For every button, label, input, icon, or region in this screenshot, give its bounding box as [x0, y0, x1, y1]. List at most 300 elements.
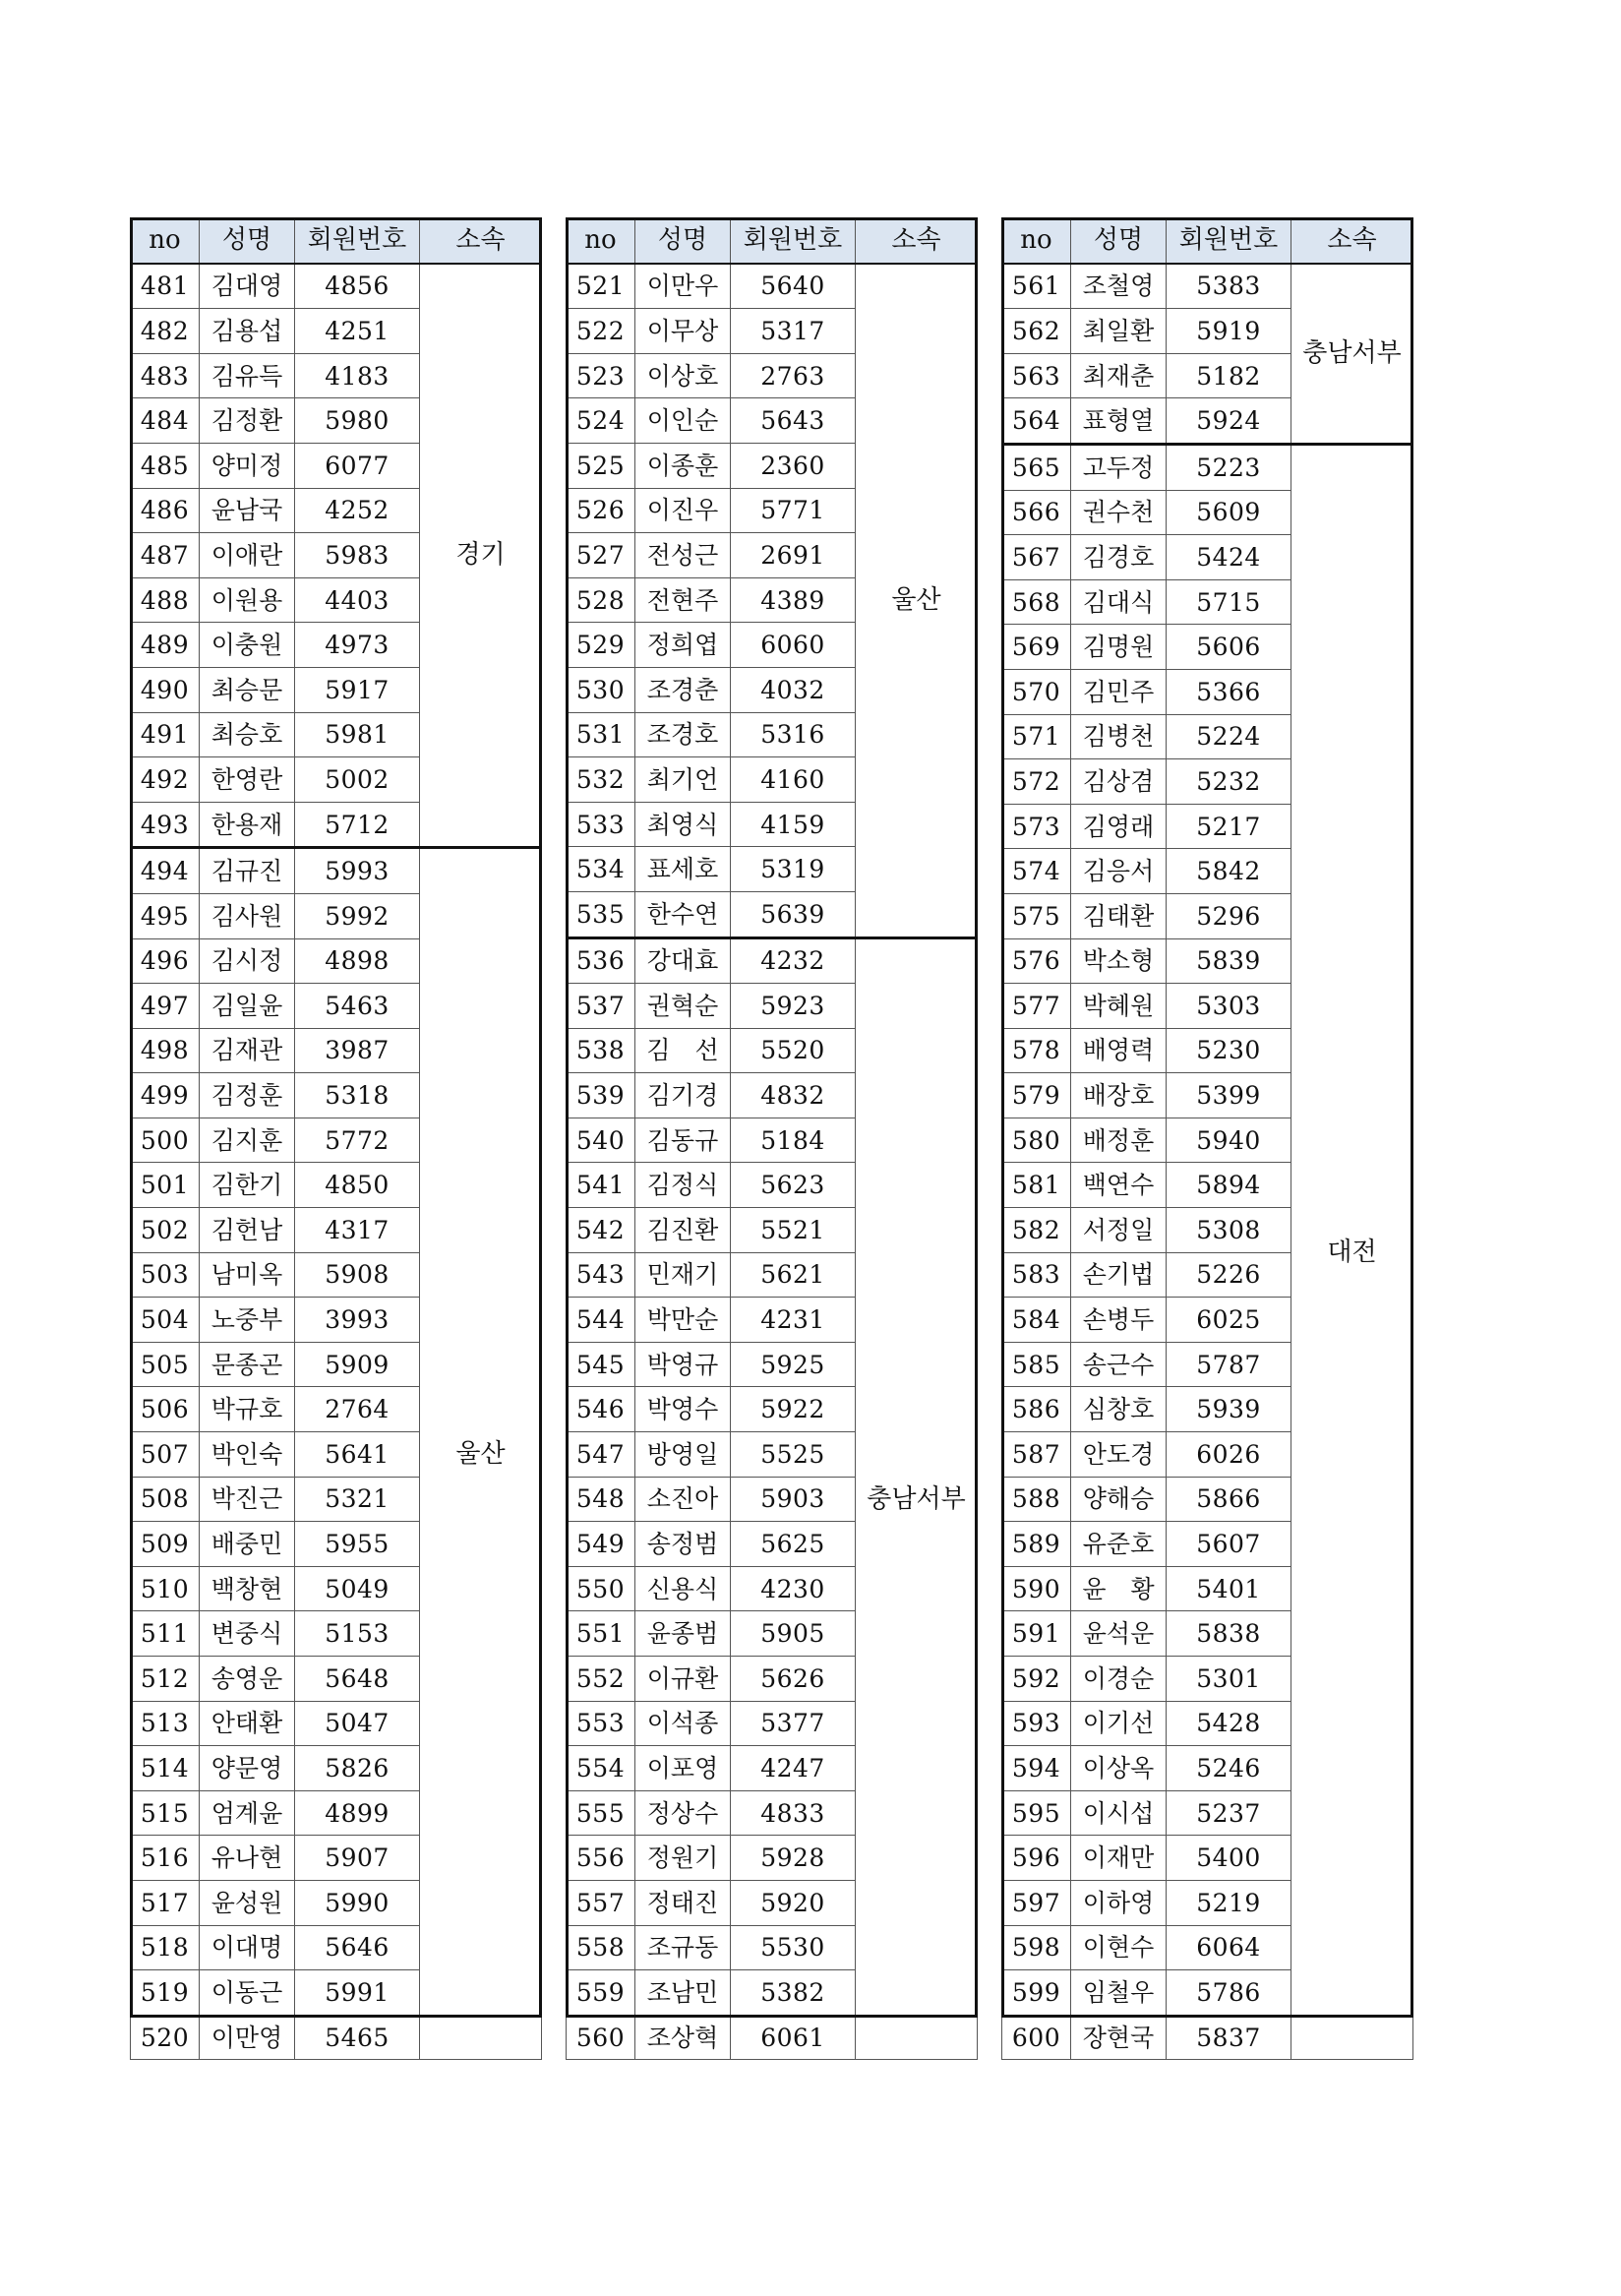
member-number: 4231	[731, 1298, 856, 1343]
row-no: 558	[567, 1925, 635, 1970]
row-no: 532	[567, 757, 635, 803]
member-name: 방영일	[635, 1432, 731, 1478]
row-no: 560	[567, 2015, 635, 2060]
member-number: 6060	[731, 623, 856, 668]
member-name: 고두정	[1071, 444, 1167, 490]
row-no: 481	[131, 264, 200, 309]
member-name: 손기법	[1071, 1252, 1167, 1298]
member-name: 전현주	[635, 577, 731, 623]
member-name: 정희엽	[635, 623, 731, 668]
row-no: 588	[1002, 1477, 1071, 1522]
row-no: 572	[1002, 759, 1071, 805]
row-no: 508	[131, 1477, 200, 1522]
member-number: 5382	[731, 1970, 856, 2016]
member-number: 5609	[1167, 490, 1291, 535]
member-name: 변중식	[200, 1611, 295, 1657]
member-name: 최재춘	[1071, 353, 1167, 398]
row-no: 574	[1002, 849, 1071, 894]
member-number: 5521	[731, 1208, 856, 1253]
member-name: 강대효	[635, 937, 731, 984]
member-number: 4856	[295, 264, 420, 309]
member-name: 윤성원	[200, 1880, 295, 1925]
table-row	[567, 264, 978, 309]
member-name: 이재만	[1071, 1836, 1167, 1881]
member-name: 조남민	[635, 1970, 731, 2016]
header-member-no: 회원번호	[295, 218, 420, 264]
member-number: 4247	[731, 1746, 856, 1791]
member-number: 5153	[295, 1611, 420, 1657]
member-name: 이무상	[635, 309, 731, 354]
row-no: 552	[567, 1657, 635, 1702]
row-no: 494	[131, 848, 200, 894]
member-number: 5319	[731, 847, 856, 892]
member-number: 5463	[295, 984, 420, 1029]
row-no: 520	[131, 2015, 200, 2060]
header-row	[131, 218, 542, 264]
row-no: 483	[131, 353, 200, 398]
member-number: 5296	[1167, 893, 1291, 938]
row-no: 548	[567, 1477, 635, 1522]
row-no: 582	[1002, 1208, 1071, 1253]
member-name: 박진근	[200, 1477, 295, 1522]
member-number: 5909	[295, 1342, 420, 1387]
member-name: 정원기	[635, 1836, 731, 1881]
member-name: 정태진	[635, 1880, 731, 1925]
row-no: 484	[131, 398, 200, 444]
row-no: 521	[567, 264, 635, 309]
row-no: 528	[567, 577, 635, 623]
row-no: 554	[567, 1746, 635, 1791]
row-no: 576	[1002, 938, 1071, 984]
member-name: 김유득	[200, 353, 295, 398]
member-name: 배장호	[1071, 1073, 1167, 1118]
member-number: 6026	[1167, 1432, 1291, 1478]
row-no: 579	[1002, 1073, 1071, 1118]
row-no: 592	[1002, 1657, 1071, 1702]
member-name: 김용섭	[200, 309, 295, 354]
member-name: 박규호	[200, 1387, 295, 1432]
member-number: 6025	[1167, 1298, 1291, 1343]
member-name: 배영력	[1071, 1028, 1167, 1073]
member-name: 전성근	[635, 533, 731, 578]
member-number: 4251	[295, 309, 420, 354]
row-no: 542	[567, 1208, 635, 1253]
affiliation-cell: 충남서부	[856, 937, 978, 2060]
member-number: 5182	[1167, 353, 1291, 398]
member-name: 이석종	[635, 1701, 731, 1746]
member-name: 조상혁	[635, 2015, 731, 2060]
member-name: 배정훈	[1071, 1118, 1167, 1163]
member-name: 김정식	[635, 1163, 731, 1208]
row-no: 581	[1002, 1163, 1071, 1208]
row-no: 551	[567, 1611, 635, 1657]
member-number: 5525	[731, 1432, 856, 1478]
row-no: 536	[567, 937, 635, 984]
row-no: 512	[131, 1657, 200, 1702]
member-number: 5623	[731, 1163, 856, 1208]
row-no: 595	[1002, 1790, 1071, 1836]
member-number: 5992	[295, 893, 420, 938]
row-no: 575	[1002, 893, 1071, 938]
member-number: 5366	[1167, 669, 1291, 714]
member-number: 5377	[731, 1701, 856, 1746]
row-no: 516	[131, 1836, 200, 1881]
member-number: 5400	[1167, 1836, 1291, 1881]
member-name: 문종곤	[200, 1342, 295, 1387]
row-no: 491	[131, 712, 200, 757]
member-number: 5049	[295, 1566, 420, 1611]
member-name: 안태환	[200, 1701, 295, 1746]
member-name: 조철영	[1071, 264, 1167, 309]
row-no: 493	[131, 802, 200, 848]
member-name: 송영운	[200, 1657, 295, 1702]
row-no: 535	[567, 891, 635, 937]
row-no: 504	[131, 1298, 200, 1343]
member-number: 5905	[731, 1611, 856, 1657]
row-no: 573	[1002, 804, 1071, 849]
member-number: 5301	[1167, 1657, 1291, 1702]
member-number: 5917	[295, 667, 420, 712]
row-no: 515	[131, 1790, 200, 1836]
member-name: 민재기	[635, 1252, 731, 1298]
member-name: 김경호	[1071, 535, 1167, 580]
row-no: 513	[131, 1701, 200, 1746]
member-number: 5520	[731, 1028, 856, 1073]
header-row	[567, 218, 978, 264]
header-no: no	[1002, 218, 1071, 264]
row-no: 530	[567, 667, 635, 712]
member-number: 5530	[731, 1925, 856, 1970]
member-number: 5424	[1167, 535, 1291, 580]
member-name: 김기경	[635, 1073, 731, 1118]
member-name: 이애란	[200, 533, 295, 578]
member-number: 5625	[731, 1522, 856, 1567]
member-name: 김응서	[1071, 849, 1167, 894]
row-no: 518	[131, 1925, 200, 1970]
member-number: 5908	[295, 1252, 420, 1298]
member-name: 신용식	[635, 1566, 731, 1611]
member-number: 4389	[731, 577, 856, 623]
row-no: 590	[1002, 1566, 1071, 1611]
member-name: 박혜원	[1071, 984, 1167, 1029]
row-no: 506	[131, 1387, 200, 1432]
row-no: 584	[1002, 1298, 1071, 1343]
member-name: 심창호	[1071, 1387, 1167, 1432]
member-name: 이상옥	[1071, 1746, 1167, 1791]
member-number: 5646	[295, 1925, 420, 1970]
member-name: 이포영	[635, 1746, 731, 1791]
member-number: 5925	[731, 1342, 856, 1387]
member-name: 윤남국	[200, 488, 295, 533]
member-name: 서정일	[1071, 1208, 1167, 1253]
row-no: 524	[567, 398, 635, 444]
member-name: 엄계윤	[200, 1790, 295, 1836]
row-no: 596	[1002, 1836, 1071, 1881]
row-no: 488	[131, 577, 200, 623]
table-row	[131, 848, 542, 894]
row-no: 517	[131, 1880, 200, 1925]
member-name: 윤석운	[1071, 1611, 1167, 1657]
member-number: 5308	[1167, 1208, 1291, 1253]
row-no: 525	[567, 443, 635, 488]
member-number: 4232	[731, 937, 856, 984]
member-name: 이동근	[200, 1970, 295, 2016]
row-no: 523	[567, 353, 635, 398]
member-number: 4833	[731, 1790, 856, 1836]
member-name: 김일윤	[200, 984, 295, 1029]
member-name: 양문영	[200, 1746, 295, 1791]
member-name: 손병두	[1071, 1298, 1167, 1343]
member-number: 6064	[1167, 1925, 1291, 1970]
row-no: 533	[567, 802, 635, 847]
row-no: 569	[1002, 625, 1071, 670]
member-number: 5787	[1167, 1342, 1291, 1387]
member-number: 4252	[295, 488, 420, 533]
member-name: 이하영	[1071, 1880, 1167, 1925]
row-no: 597	[1002, 1880, 1071, 1925]
member-name: 김태환	[1071, 893, 1167, 938]
row-no: 486	[131, 488, 200, 533]
member-name: 한용재	[200, 802, 295, 848]
member-number: 5837	[1167, 2015, 1291, 2060]
member-number: 5839	[1167, 938, 1291, 984]
row-no: 600	[1002, 2015, 1071, 2060]
member-number: 5920	[731, 1880, 856, 1925]
member-number: 5919	[1167, 309, 1291, 354]
member-number: 5626	[731, 1657, 856, 1702]
row-no: 589	[1002, 1522, 1071, 1567]
row-no: 559	[567, 1970, 635, 2016]
member-name: 이원용	[200, 577, 295, 623]
member-number: 5047	[295, 1701, 420, 1746]
member-name: 박영규	[635, 1342, 731, 1387]
member-number: 5990	[295, 1880, 420, 1925]
header-member-no: 회원번호	[1167, 218, 1291, 264]
member-name: 조규동	[635, 1925, 731, 1970]
member-name: 송정범	[635, 1522, 731, 1567]
row-no: 556	[567, 1836, 635, 1881]
row-no: 527	[567, 533, 635, 578]
row-no: 561	[1002, 264, 1071, 309]
member-number: 5786	[1167, 1970, 1291, 2016]
member-number: 5232	[1167, 759, 1291, 805]
member-name: 김정환	[200, 398, 295, 444]
member-name: 백창현	[200, 1566, 295, 1611]
member-number: 3993	[295, 1298, 420, 1343]
member-name: 유나현	[200, 1836, 295, 1881]
row-no: 549	[567, 1522, 635, 1567]
row-no: 577	[1002, 984, 1071, 1029]
member-number: 5923	[731, 984, 856, 1029]
row-no: 586	[1002, 1387, 1071, 1432]
row-no: 567	[1002, 535, 1071, 580]
row-no: 578	[1002, 1028, 1071, 1073]
row-no: 492	[131, 757, 200, 803]
member-name: 배중민	[200, 1522, 295, 1567]
member-name: 이대명	[200, 1925, 295, 1970]
row-no: 583	[1002, 1252, 1071, 1298]
member-number: 4160	[731, 757, 856, 803]
row-no: 547	[567, 1432, 635, 1478]
member-number: 4159	[731, 802, 856, 847]
member-number: 5640	[731, 264, 856, 309]
member-name: 김민주	[1071, 669, 1167, 714]
member-number: 4832	[731, 1073, 856, 1118]
row-no: 529	[567, 623, 635, 668]
member-number: 5316	[731, 712, 856, 757]
header-name: 성명	[200, 218, 295, 264]
member-name: 백연수	[1071, 1163, 1167, 1208]
row-no: 557	[567, 1880, 635, 1925]
member-number: 5643	[731, 398, 856, 444]
member-number: 5223	[1167, 444, 1291, 490]
row-no: 496	[131, 938, 200, 984]
member-number: 5318	[295, 1073, 420, 1118]
member-number: 6077	[295, 443, 420, 488]
row-no: 510	[131, 1566, 200, 1611]
member-name: 이진우	[635, 488, 731, 533]
member-name: 이인순	[635, 398, 731, 444]
member-name: 김명원	[1071, 625, 1167, 670]
row-no: 531	[567, 712, 635, 757]
affiliation-cell: 울산	[420, 848, 542, 2060]
member-name: 김 선	[635, 1028, 731, 1073]
member-number: 5606	[1167, 625, 1291, 670]
header-name: 성명	[1071, 218, 1167, 264]
member-name: 조경호	[635, 712, 731, 757]
member-number: 4899	[295, 1790, 420, 1836]
member-name: 표형열	[1071, 398, 1167, 445]
member-number: 4973	[295, 623, 420, 668]
row-no: 585	[1002, 1342, 1071, 1387]
member-name: 이규환	[635, 1657, 731, 1702]
member-number: 5428	[1167, 1701, 1291, 1746]
row-no: 563	[1002, 353, 1071, 398]
row-no: 544	[567, 1298, 635, 1343]
table-row	[131, 264, 542, 309]
member-name: 이종훈	[635, 443, 731, 488]
member-number: 5838	[1167, 1611, 1291, 1657]
member-number: 5894	[1167, 1163, 1291, 1208]
row-no: 526	[567, 488, 635, 533]
member-number: 5928	[731, 1836, 856, 1881]
member-number: 3987	[295, 1028, 420, 1073]
row-no: 571	[1002, 714, 1071, 759]
row-no: 598	[1002, 1925, 1071, 1970]
member-name: 이만우	[635, 264, 731, 309]
roster-table-3	[1001, 217, 1413, 2060]
member-number: 5224	[1167, 714, 1291, 759]
member-name: 김영래	[1071, 804, 1167, 849]
table-row	[1002, 444, 1413, 490]
row-no: 599	[1002, 1970, 1071, 2016]
member-number: 5924	[1167, 398, 1291, 445]
member-name: 김대영	[200, 264, 295, 309]
row-no: 566	[1002, 490, 1071, 535]
member-number: 5237	[1167, 1790, 1291, 1836]
member-name: 김지훈	[200, 1118, 295, 1163]
row-no: 498	[131, 1028, 200, 1073]
row-no: 593	[1002, 1701, 1071, 1746]
member-number: 5246	[1167, 1746, 1291, 1791]
member-name: 이만영	[200, 2015, 295, 2060]
member-name: 송근수	[1071, 1342, 1167, 1387]
row-no: 538	[567, 1028, 635, 1073]
member-number: 5715	[1167, 579, 1291, 625]
member-name: 김시정	[200, 938, 295, 984]
member-name: 노중부	[200, 1298, 295, 1343]
row-no: 522	[567, 309, 635, 354]
member-name: 양미정	[200, 443, 295, 488]
member-name: 김동규	[635, 1118, 731, 1163]
table-row	[1002, 264, 1413, 309]
member-number: 5317	[731, 309, 856, 354]
member-number: 5321	[295, 1477, 420, 1522]
member-number: 5184	[731, 1118, 856, 1163]
member-name: 권혁순	[635, 984, 731, 1029]
member-number: 5465	[295, 2015, 420, 2060]
member-number: 4183	[295, 353, 420, 398]
member-number: 4230	[731, 1566, 856, 1611]
member-number: 6061	[731, 2015, 856, 2060]
member-name: 최영식	[635, 802, 731, 847]
row-no: 490	[131, 667, 200, 712]
member-number: 5383	[1167, 264, 1291, 309]
member-number: 5648	[295, 1657, 420, 1702]
member-name: 김재관	[200, 1028, 295, 1073]
row-no: 591	[1002, 1611, 1071, 1657]
member-name: 김상겸	[1071, 759, 1167, 805]
member-number: 4850	[295, 1163, 420, 1208]
row-no: 568	[1002, 579, 1071, 625]
row-no: 553	[567, 1701, 635, 1746]
member-number: 5217	[1167, 804, 1291, 849]
member-name: 최승호	[200, 712, 295, 757]
member-name: 소진아	[635, 1477, 731, 1522]
row-no: 482	[131, 309, 200, 354]
member-name: 이충원	[200, 623, 295, 668]
header-affiliation: 소속	[856, 218, 978, 264]
member-number: 4898	[295, 938, 420, 984]
member-number: 5983	[295, 533, 420, 578]
row-no: 587	[1002, 1432, 1071, 1478]
row-no: 505	[131, 1342, 200, 1387]
row-no: 507	[131, 1432, 200, 1478]
member-number: 2763	[731, 353, 856, 398]
member-name: 한수연	[635, 891, 731, 937]
member-name: 김헌남	[200, 1208, 295, 1253]
member-number: 5771	[731, 488, 856, 533]
row-no: 503	[131, 1252, 200, 1298]
member-name: 권수천	[1071, 490, 1167, 535]
member-name: 김한기	[200, 1163, 295, 1208]
member-name: 박소형	[1071, 938, 1167, 984]
member-name: 한영란	[200, 757, 295, 803]
member-name: 김규진	[200, 848, 295, 894]
member-number: 5955	[295, 1522, 420, 1567]
row-no: 545	[567, 1342, 635, 1387]
roster-table-1	[130, 217, 542, 2060]
member-number: 5940	[1167, 1118, 1291, 1163]
row-no: 514	[131, 1746, 200, 1791]
member-number: 5607	[1167, 1522, 1291, 1567]
header-member-no: 회원번호	[731, 218, 856, 264]
member-name: 유준호	[1071, 1522, 1167, 1567]
row-no: 580	[1002, 1118, 1071, 1163]
member-number: 5226	[1167, 1252, 1291, 1298]
row-no: 594	[1002, 1746, 1071, 1791]
row-no: 497	[131, 984, 200, 1029]
